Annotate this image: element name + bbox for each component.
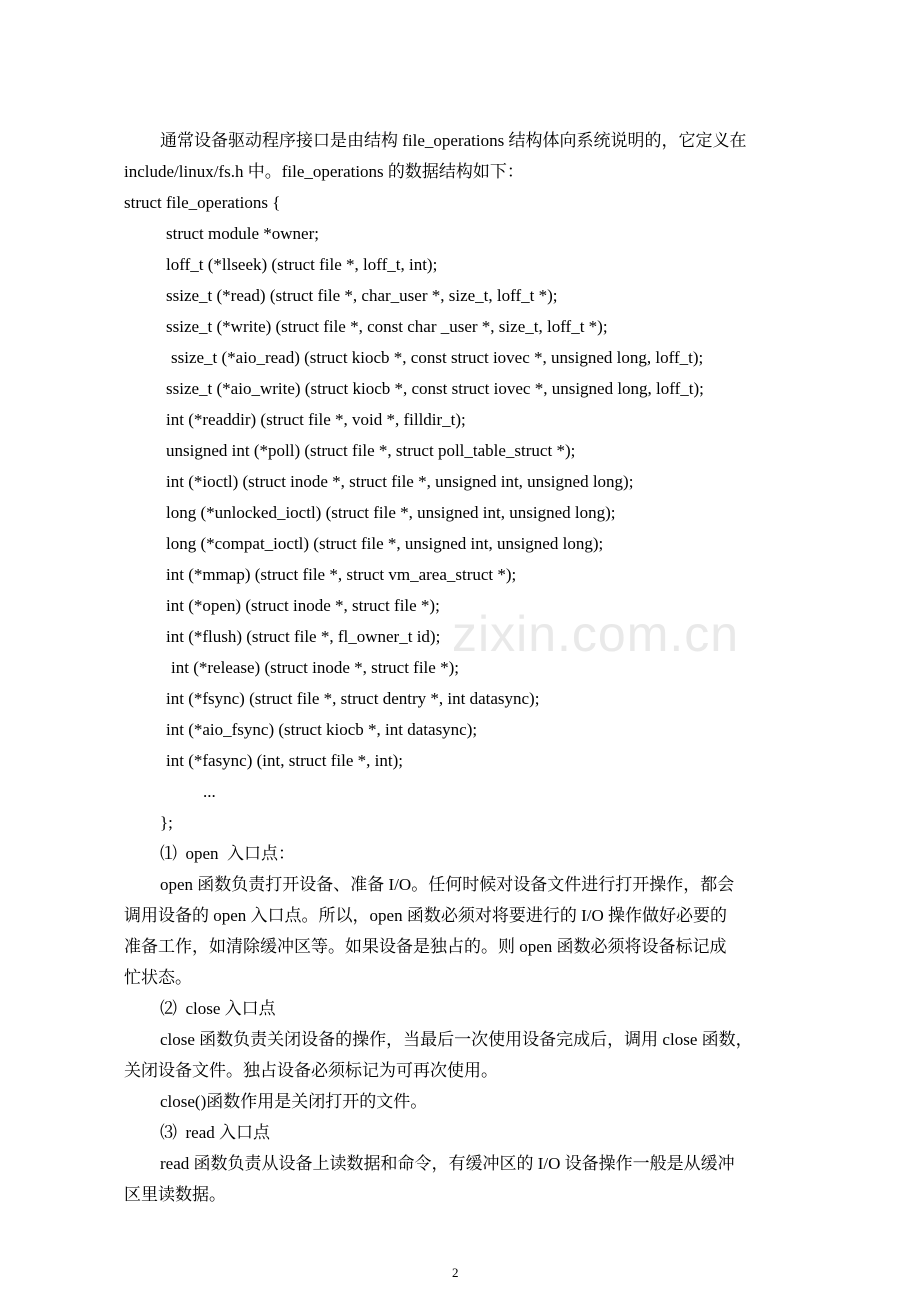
code-member: ssize_t (*aio_read) (struct kiocb *, const struct iovec *, unsigned long, loff_t); [171,348,704,367]
section-heading-open: ⑴ open 入口点： [160,844,296,863]
code-member: int (*ioctl) (struct inode *, struct file *, unsigned int, unsigned long); [166,472,634,491]
open-paragraph-line-4: 忙状态。 [124,968,192,987]
open-paragraph-line-2: 调用设备的 open 入口点。所以，open 函数必须对将要进行的 I/O 操作做好必要的 [124,906,728,925]
code-ellipsis: ... [203,782,216,801]
struct-close-line: }; [160,813,173,832]
struct-open-line: struct file_operations { [124,193,281,212]
code-member: unsigned int (*poll) (struct file *, struct poll_table_struct *); [166,441,576,460]
code-member: int (*fasync) (int, struct file *, int); [166,751,403,770]
page-number: 2 [452,1265,459,1280]
section-heading-close: ⑵ close 入口点 [160,999,276,1018]
open-paragraph-line-3: 准备工作，如清除缓冲区等。如果设备是独占的。则 open 函数必须将设备标记成 [124,937,727,956]
close-paragraph-line-2: 关闭设备文件。独占设备必须标记为可再次使用。 [124,1061,498,1080]
open-paragraph-line-1: open 函数负责打开设备、准备 I/O。任何时候对设备文件进行打开操作，都会 [160,875,735,894]
code-member: int (*readdir) (struct file *, void *, filldir_t); [166,410,466,429]
code-member: struct module *owner; [166,224,319,243]
code-member: long (*compat_ioctl) (struct file *, unsigned int, unsigned long); [166,534,604,553]
close-paragraph-line-1: close 函数负责关闭设备的操作，当最后一次使用设备完成后，调用 close 函数， [160,1030,753,1049]
code-member: ssize_t (*write) (struct file *, const char _user *, size_t, loff_t *); [166,317,608,336]
code-member: int (*release) (struct inode *, struct file *); [171,658,459,677]
code-member: int (*aio_fsync) (struct kiocb *, int datasync); [166,720,478,739]
intro-line-2: include/linux/fs.h 中。file_operations 的数据结构如下： [124,162,524,181]
code-member: int (*mmap) (struct file *, struct vm_area_struct *); [166,565,517,584]
code-member: long (*unlocked_ioctl) (struct file *, unsigned int, unsigned long); [166,503,616,522]
section-heading-read: ⑶ read 入口点 [160,1123,271,1142]
code-member: int (*fsync) (struct file *, struct dentry *, int datasync); [166,689,540,708]
read-paragraph-line-2: 区里读数据。 [124,1185,226,1204]
code-member: ssize_t (*read) (struct file *, char_user *, size_t, loff_t *); [166,286,558,305]
code-member: loff_t (*llseek) (struct file *, loff_t, int); [166,255,438,274]
watermark: zixin.com.cn [452,606,740,662]
code-member: int (*flush) (struct file *, fl_owner_t id); [166,627,441,646]
read-paragraph-line-1: read 函数负责从设备上读数据和命令，有缓冲区的 I/O 设备操作一般是从缓冲 [160,1154,735,1173]
code-member: int (*open) (struct inode *, struct file *); [166,596,440,615]
code-member: ssize_t (*aio_write) (struct kiocb *, const struct iovec *, unsigned long, loff_t); [166,379,704,398]
intro-line-1: 通常设备驱动程序接口是由结构 file_operations 结构体向系统说明的，它定义在 [160,131,747,150]
close-paragraph-2-line-1: close()函数作用是关闭打开的文件。 [160,1092,428,1111]
